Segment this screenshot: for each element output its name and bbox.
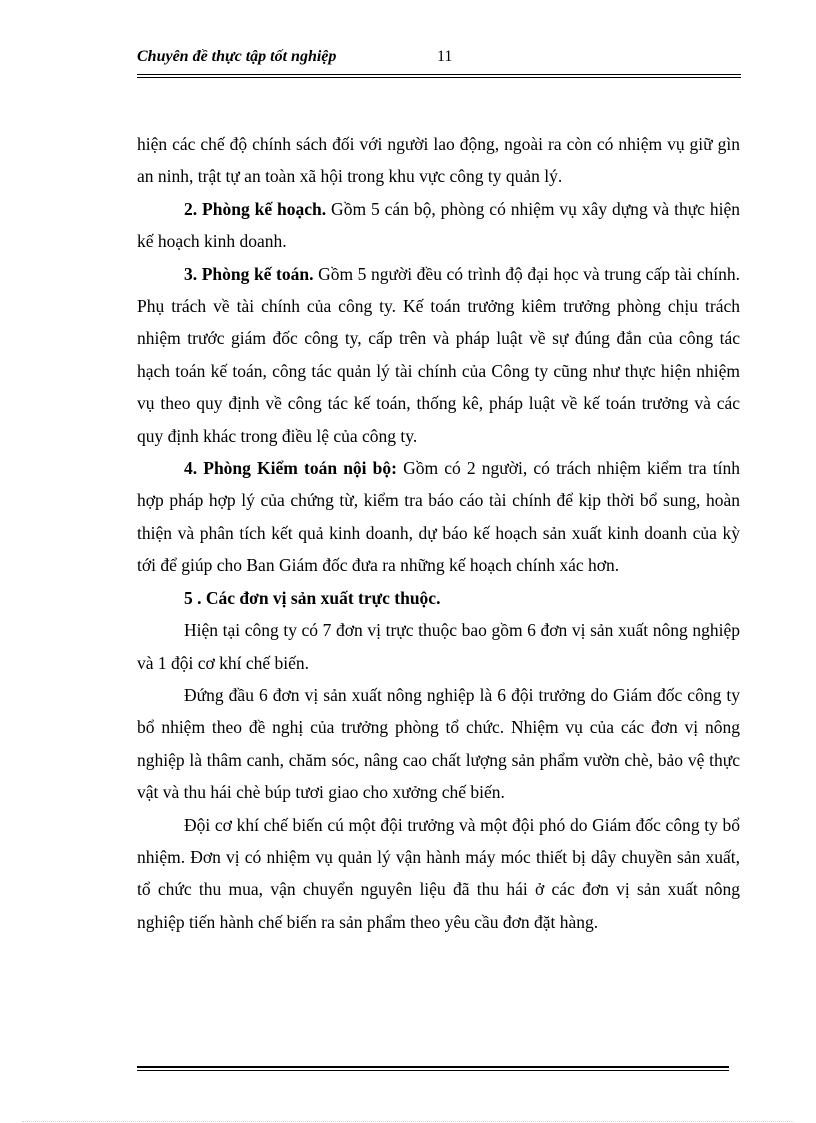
page-number: 11: [437, 48, 453, 65]
page-bottom-edge: [22, 1121, 794, 1122]
header-divider: [137, 74, 741, 78]
paragraph-internal-audit: [137, 452, 740, 582]
paragraph-text: hiện các chế độ chính sách đối với người lao động, ngoài ra còn có nhiệm vụ giữ gìn an ninh, trật tự an toàn xã hội trong khu vực công ty quản lý.: [137, 134, 740, 187]
header-title: Chuyên đề thực tập tốt nghiệp: [137, 48, 337, 65]
paragraph-text: Hiện tại công ty có 7 đơn vị trực thuộc bao gồm 6 đơn vị sản xuất nông nghiệp và 1 đội cơ khí chế biến.: [137, 620, 740, 673]
paragraph-planning-department: [137, 193, 740, 258]
paragraph-accounting-department: [137, 258, 740, 452]
section-heading: 3. Phòng kế toán.: [184, 263, 314, 284]
paragraph-text: Đội cơ khí chế biến cú một đội trưởng và một đội phó do Giám đốc công ty bổ nhiệm. Đơn vị có nhiệm vụ quản lý vận hành máy móc thiết bị dây chuyền sản xuất, tổ chức thu mua, vận chuyển nguyên liệu đã thu hái ở các đơn vị sản xuất nông nghiệp tiến hành chế biến ra sản phẩm theo yêu cầu đơn đặt hàng.: [137, 814, 740, 932]
paragraph-continuation: [137, 128, 740, 193]
document-body: [137, 128, 740, 938]
paragraph-text: Gồm có 2 người, có trách nhiệm kiểm tra tính hợp pháp hợp lý của chứng từ, kiểm tra báo cáo tài chính để kịp thời bổ sung, hoàn thiện và phân tích kết quả kinh doanh, dự báo kế hoạch sản xuất kinh doanh của kỳ tới để giúp cho Ban Giám đốc đưa ra những kế hoạch chính xác hơn.: [137, 458, 740, 576]
section-heading: 5 . Các đơn vị sản xuất trực thuộc.: [184, 587, 441, 608]
paragraph-text: Đứng đầu 6 đơn vị sản xuất nông nghiệp là 6 đội trưởng do Giám đốc công ty bổ nhiệm theo đề nghị của trưởng phòng tổ chức. Nhiệm vụ của các đơn vị nông nghiệp là thâm canh, chăm sóc, nâng cao chất lượng sản phẩm vườn chè, bảo vệ thực vật và thu hái chè búp tươi giao cho xưởng chế biến.: [137, 684, 740, 803]
paragraph-processing-team: [137, 809, 740, 939]
paragraph-units-overview: [137, 614, 740, 679]
footer-divider: [137, 1066, 729, 1071]
paragraph-text: Gồm 5 người đều có trình độ đại học và trung cấp tài chính. Phụ trách về tài chính của công ty. Kế toán trưởng kiêm trưởng phòng chịu trách nhiệm trước giám đốc công ty, cấp trên và pháp luật về sự đúng đắn của công tác hạch toán kế toán, công tác quản lý tài chính của Công ty cũng như thực hiện nhiệm vụ theo quy định về công tác kế toán, thống kê, pháp luật về kế toán trưởng và các quy định khác trong điều lệ của công ty.: [137, 263, 741, 446]
section-heading: 4. Phòng Kiểm toán nội bộ:: [184, 458, 397, 479]
paragraph-production-units-heading: [137, 582, 740, 614]
page-header: [137, 48, 741, 70]
paragraph-agricultural-units: [137, 679, 740, 809]
paragraph-text: Gồm 5 cán bộ, phòng có nhiệm vụ xây dựng và thực hiện kế hoạch kinh doanh.: [137, 198, 740, 252]
section-heading: 2. Phòng kế hoạch.: [184, 198, 327, 219]
